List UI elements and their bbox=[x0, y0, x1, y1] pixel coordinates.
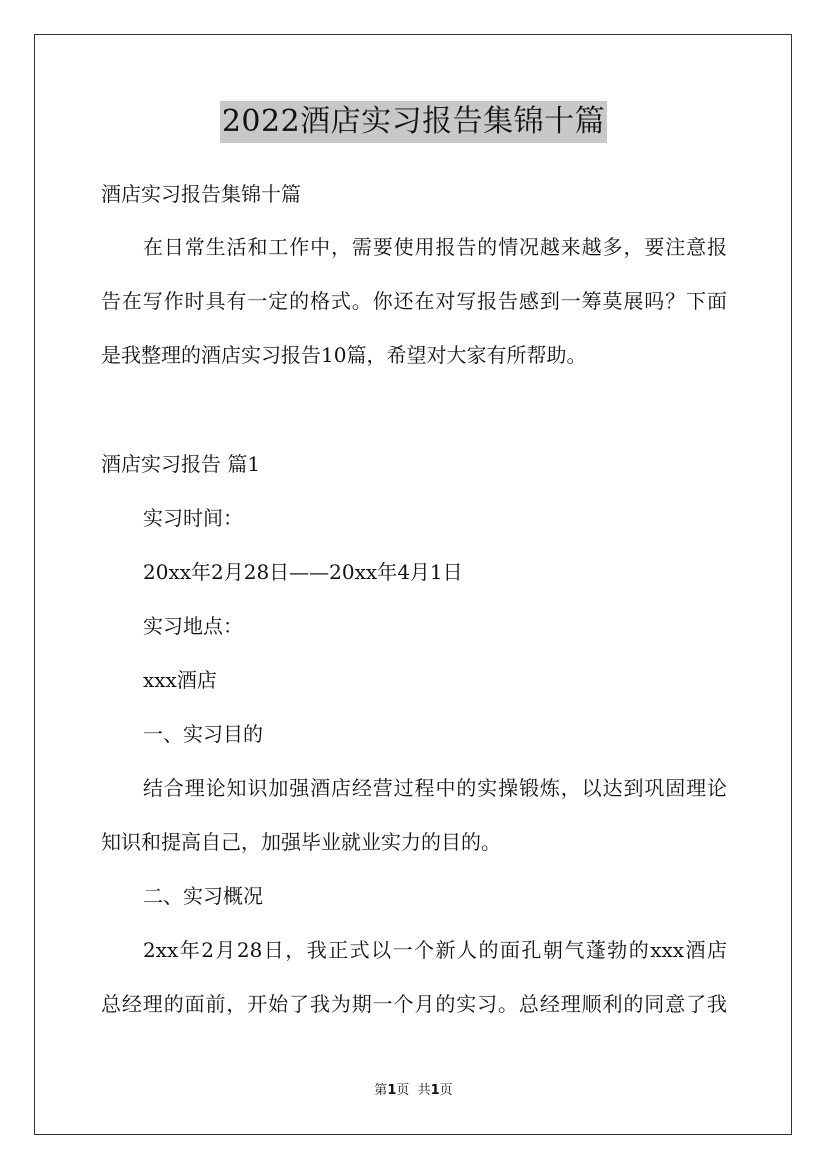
document-subtitle: 酒店实习报告集锦十篇 bbox=[101, 182, 301, 206]
intro-line-2: 告在写作时具有一定的格式。你还在对写报告感到一筹莫展吗？下面 bbox=[101, 289, 727, 313]
time-label: 实习时间： bbox=[143, 506, 243, 530]
page-footer bbox=[0, 1082, 827, 1100]
title-container bbox=[0, 101, 827, 143]
place-label: 实习地点： bbox=[143, 614, 243, 638]
intro-line-3: 是我整理的酒店实习报告10篇，希望对大家有所帮助。 bbox=[101, 343, 587, 367]
part2-heading: 二、实习概况 bbox=[143, 884, 263, 908]
intro-line-1: 在日常生活和工作中，需要使用报告的情况越来越多，要注意报 bbox=[143, 235, 727, 259]
place-value: xxx酒店 bbox=[143, 668, 217, 692]
part2-line-1: 2xx年2月28日，我正式以一个新人的面孔朝气蓬勃的xxx酒店 bbox=[143, 938, 727, 962]
document-title: 2022酒店实习报告集锦十篇 bbox=[220, 101, 607, 143]
part1-line-2: 知识和提高自己，加强毕业就业实力的目的。 bbox=[101, 830, 501, 854]
part1-line-1: 结合理论知识加强酒店经营过程中的实操锻炼，以达到巩固理论 bbox=[143, 776, 727, 800]
footer-page-suffix: 页 bbox=[439, 1083, 453, 1098]
footer-page-mid: 页 共 bbox=[396, 1083, 431, 1098]
time-value: 20xx年2月28日——20xx年4月1日 bbox=[143, 560, 463, 584]
footer-page-current: 1 bbox=[387, 1083, 397, 1098]
part2-line-2: 总经理的面前，开始了我为期一个月的实习。总经理顺利的同意了我 bbox=[101, 992, 727, 1016]
footer-page-prefix: 第 bbox=[374, 1083, 388, 1098]
section-heading: 酒店实习报告 篇1 bbox=[101, 452, 261, 476]
part1-heading: 一、实习目的 bbox=[143, 722, 263, 746]
footer-page-total: 1 bbox=[430, 1083, 440, 1098]
